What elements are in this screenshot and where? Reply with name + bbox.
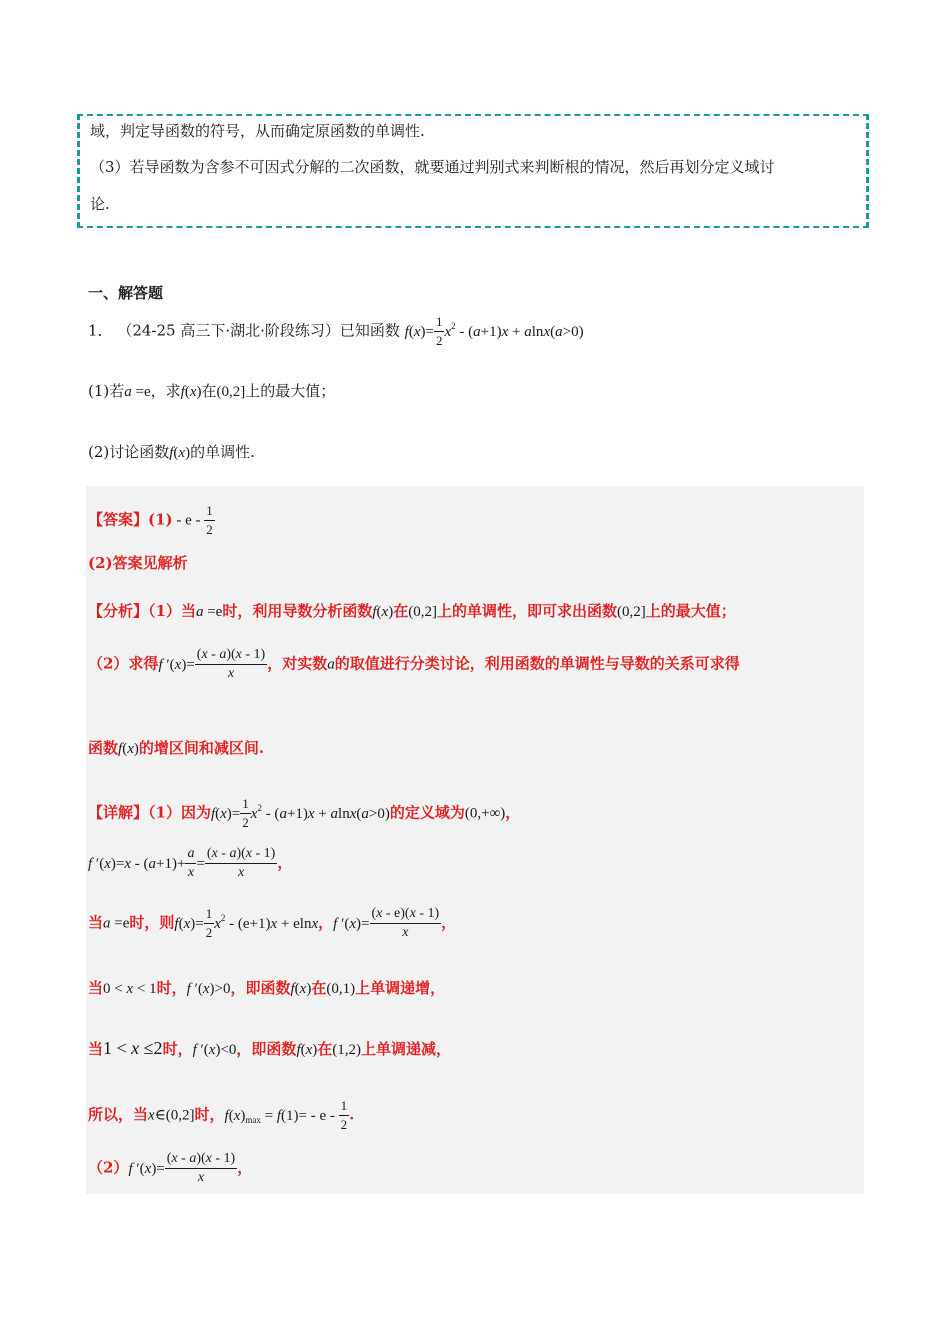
problem-statement — [88, 313, 584, 350]
detail-part-2: （2）f ′(x)= $\frac{(x - a)(x - 1)}{x}$ ， — [88, 1151, 253, 1185]
analysis-line-2: （2）求得f ′(x)= $\frac{(x - a)(x - 1)}{x}$ ，对实数a的取值进行分类讨论，利用函数的单调性与导数的关系可求得 — [88, 647, 740, 681]
problem-part-1: (1)若a =e，求f(x)在(0,2]上的最大值； — [88, 382, 336, 400]
detail-case-1: 当0 < x < 1时，f ′(x)>0，即函数f(x)在(0,1)上单调递增， — [88, 979, 446, 997]
answer-part-2: (2)答案见解析 — [88, 554, 188, 572]
problem-function: f(x)= $\frac{1}{2}$ $x^2 - (a+1)x + alnx(a>0)$ — [404, 314, 584, 348]
answer-panel — [86, 486, 864, 1194]
detail-line-1: 【详解】（1）因为f(x)= $\frac{1}{2}$ $x^2 - (a+1)x + alnx(a>0)$的定义域为(0,+∞)， — [88, 796, 521, 830]
detail-conclusion: 所以，当x∈(0,2]时，$f(x)_{max} = f(1)= - e$ - $\frac{1}{2}$ . — [88, 1098, 355, 1132]
section-title: 一、解答题 — [88, 284, 164, 302]
problem-source: （24-25 高三下·湖北·阶段练习）已知函数 — [117, 321, 400, 340]
detail-derivative: f ′(x)=x - (a+1)+ $\frac{a}{x}$ = $\frac{(x - a)(x - 1)}{x}$ ， — [88, 846, 293, 880]
tip-box — [77, 114, 869, 228]
detail-case-2: 当1 < x ≤2时，f ′(x)<0，即函数f(x)在(1,2)上单调递减， — [88, 1038, 452, 1058]
tip-line-1: 域，判定导函数的符号，从而确定原函数的单调性. — [90, 122, 425, 140]
problem-part-2: (2)讨论函数f(x)的单调性. — [88, 443, 255, 461]
detail-when-a-e: 当a =e时，则f(x)= $\frac{1}{2}$ $x^2 - (e+1)x + elnx$，f ′(x)= $\frac{(x - e)(x - 1)}{x}$ ， — [88, 906, 457, 940]
analysis-line-3: 函数f(x)的增区间和减区间. — [88, 739, 265, 757]
analysis-line-1: 【分析】（1）当a =e时，利用导数分析函数f(x)在(0,2]上的单调性，即可求出函数(0,2]上的最大值； — [88, 602, 736, 620]
tip-line-3: 论. — [90, 195, 110, 213]
tip-line-2: （3）若导函数为含参不可因式分解的二次函数，就要通过判别式来判断根的情况，然后再划分定义域讨 — [90, 158, 775, 176]
problem-number: 1． — [88, 321, 113, 340]
answer-line: 【答案】(1) - e - $\frac{1}{2}$ — [88, 503, 213, 537]
